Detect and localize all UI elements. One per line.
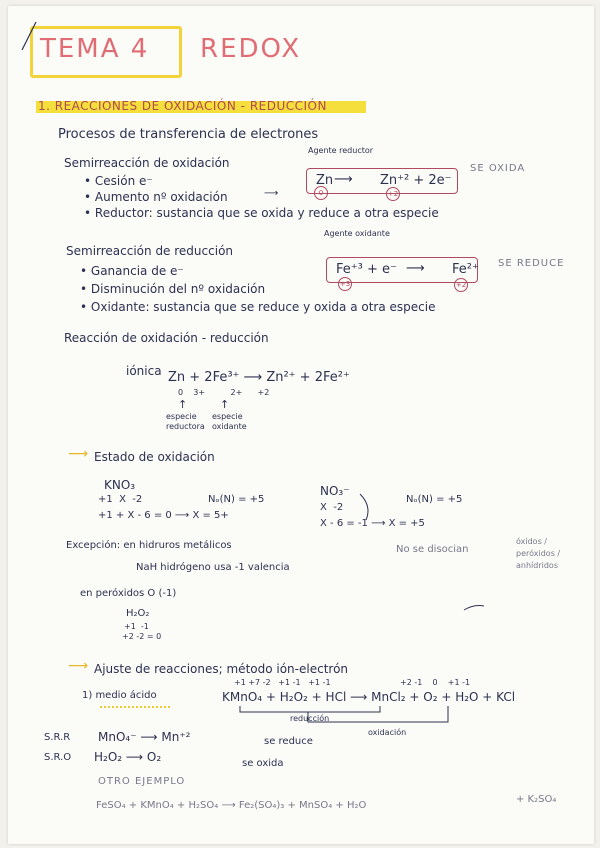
red-eq-arrow: ⟶ xyxy=(406,261,425,276)
se-oxida-note: SE OXIDA xyxy=(470,163,526,174)
semi-ox-item: • Cesión e⁻ xyxy=(84,174,153,188)
semi-ox-item: • Aumento nº oxidación xyxy=(84,190,228,204)
notebook-page xyxy=(8,6,594,844)
ox-state-heading: Estado de oxidación xyxy=(94,450,215,464)
no3-states: X -2 xyxy=(320,502,344,513)
sro-label: S.R.O xyxy=(44,752,72,763)
arrow-to-eq: ⟶ xyxy=(264,188,279,199)
srr-eq: MnO₄⁻ ⟶ Mn⁺² xyxy=(98,730,191,744)
no-disoc: No se disocian xyxy=(396,544,469,555)
sro-note: se oxida xyxy=(242,758,284,769)
peroxides: en peróxidos O (-1) xyxy=(80,588,177,599)
reduccion-label: reducción xyxy=(290,714,330,723)
up-arrow: ↑ xyxy=(178,398,188,411)
redox-ox-states: 0 3+ 2+ +2 xyxy=(178,388,270,397)
ajuste-heading: Ajuste de reacciones; método ión-electrón xyxy=(94,662,349,676)
kno3: KNO₃ xyxy=(104,478,136,492)
exceptions: Excepción: en hidruros metálicos xyxy=(66,540,232,551)
red-eq-left: Fe⁺³ + e⁻ xyxy=(336,262,397,277)
redox-heading: Reacción de oxidación - reducción xyxy=(64,331,269,345)
ajuste-ox-right: +2 -1 0 +1 -1 xyxy=(400,678,471,687)
se-reduce-note: SE REDUCE xyxy=(498,258,565,269)
redox-equation: Zn + 2Fe³⁺ ⟶ Zn²⁺ + 2Fe²⁺ xyxy=(168,370,350,385)
h2o2-eq: +2 -2 = 0 xyxy=(122,632,162,641)
arrow-marker: ⟶ xyxy=(68,446,89,462)
kno3-result: Nₒ(N) = +5 xyxy=(208,494,265,505)
ox-state-circle: +2 xyxy=(386,187,400,201)
species-reducer: especie reductora xyxy=(166,412,205,431)
ox-state-circle: 0 xyxy=(314,186,328,200)
otro-extra: + K₂SO₄ xyxy=(516,794,557,805)
semi-red-heading: Semirreacción de reducción xyxy=(66,244,234,258)
h2o2: H₂O₂ xyxy=(126,608,150,619)
semi-red-item: • Disminución del nº oxidación xyxy=(80,282,266,296)
ionic-label: iónica xyxy=(126,364,162,378)
ox-eq-right: Zn⁺² + 2e⁻ xyxy=(380,173,452,188)
ox-state-circle: +3 xyxy=(338,277,352,291)
ox-eq-left: Zn xyxy=(316,173,334,188)
disoc-list: óxidos / peróxidos / anhídridos xyxy=(516,537,561,570)
medio-acido: 1) medio ácido xyxy=(82,690,157,701)
no3-eq: X - 6 = -1 ⟶ X = +5 xyxy=(320,518,425,529)
kno3-eq: +1 + X - 6 = 0 ⟶ X = 5+ xyxy=(98,510,229,521)
title-redox: REDOX xyxy=(200,34,302,64)
intro-text: Procesos de transferencia de electrones xyxy=(58,127,319,142)
agent-reductor-label: Agente reductor xyxy=(308,146,374,155)
ox-state-circle: +2 xyxy=(454,278,468,292)
srr-note: se reduce xyxy=(264,736,313,747)
srr-label: S.R.R xyxy=(44,732,71,743)
no3: NO₃⁻ xyxy=(320,484,350,498)
arrow-marker: ⟶ xyxy=(68,658,89,674)
semi-red-item: • Ganancia de e⁻ xyxy=(80,264,184,278)
semi-ox-item: • Reductor: sustancia que se oxida y reduce a otra especie xyxy=(84,206,439,220)
section-1-title: 1. REACCIONES DE OXIDACIÓN - REDUCCIÓN xyxy=(38,99,327,113)
agent-oxidante-label: Agente oxidante xyxy=(324,229,390,238)
h2o2-states: +1 -1 xyxy=(124,622,149,631)
bracket-lines xyxy=(8,6,594,844)
semi-ox-heading: Semirreacción de oxidación xyxy=(64,156,230,170)
oxidacion-label: oxidación xyxy=(368,728,407,737)
sro-eq: H₂O₂ ⟶ O₂ xyxy=(94,750,162,764)
semi-red-item: • Oxidante: sustancia que se reduce y oxida a otra especie xyxy=(80,300,436,314)
otro-ejemplo: OTRO EJEMPLO xyxy=(98,776,186,787)
up-arrow: ↑ xyxy=(220,398,230,411)
ajuste-equation: KMnO₄ + H₂O₂ + HCl ⟶ MnCl₂ + O₂ + H₂O + KCl xyxy=(222,690,516,704)
otro-eq: FeSO₄ + KMnO₄ + H₂SO₄ ⟶ Fe₂(SO₄)₃ + MnSO₄ + H₂O xyxy=(96,800,367,811)
no3-result: Nₒ(N) = +5 xyxy=(406,494,463,505)
kno3-states: +1 X -2 xyxy=(98,494,143,505)
red-eq-right: Fe²⁺ xyxy=(452,262,479,277)
ox-eq-arrow: ⟶ xyxy=(334,172,353,187)
nah-note: NaH hidrógeno usa -1 valencia xyxy=(136,562,290,573)
title-tema: TEMA 4 xyxy=(40,34,150,64)
ajuste-ox-left: +1 +7 -2 +1 -1 +1 -1 xyxy=(234,678,331,687)
species-oxidant: especie oxidante xyxy=(212,412,247,431)
